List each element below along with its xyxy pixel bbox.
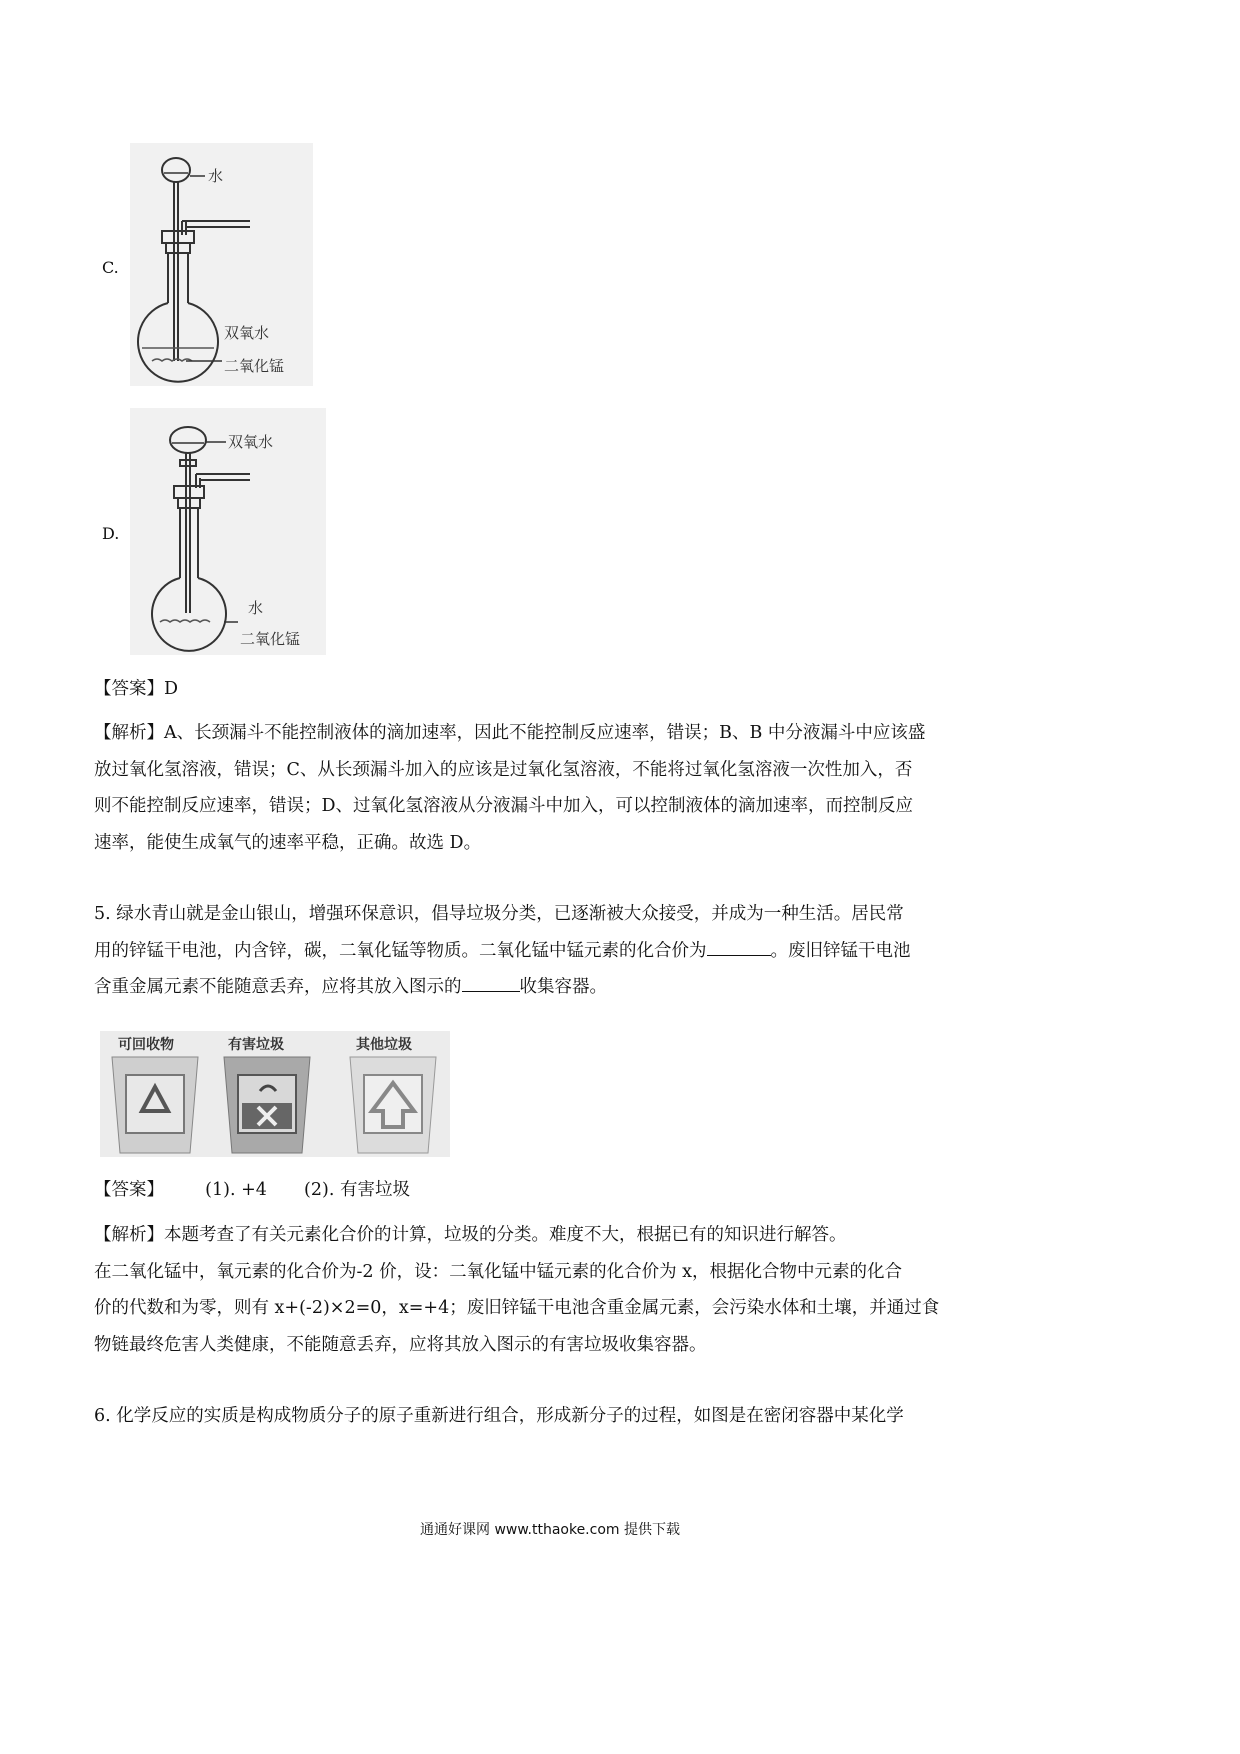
q4-analysis-line: 则不能控制反应速率，错误；D、过氧化氢溶液从分液漏斗中加入，可以控制液体的滴加速率，而控制反应 <box>94 796 914 816</box>
q5-answer-tag: 【答案】 <box>94 1180 164 1200</box>
q5-analysis-line: 本题考查了有关元素化合价的计算，垃圾的分类。难度不大，根据已有的知识进行解答。 <box>164 1225 847 1245</box>
option-d-label: D. <box>102 524 120 543</box>
bin-label-hazardous: 有害垃圾 <box>228 1037 284 1053</box>
q5-answer-part1: (1). +4 <box>205 1180 267 1200</box>
option-c-label: C. <box>102 258 119 277</box>
q5-answer <box>94 1172 1014 1209</box>
q4-analysis-tag: 【解析】 <box>94 723 164 743</box>
q5-line: 。废旧锌锰干电池 <box>770 940 911 961</box>
bin-label-other: 其他垃圾 <box>356 1037 412 1053</box>
q5-line: 含重金属元素不能随意丢弃，应将其放入图示的 <box>94 977 462 997</box>
q5-answer-part2: (2). 有害垃圾 <box>304 1180 410 1200</box>
q6-line: 6. 化学反应的实质是构成物质分子的原子重新进行组合，形成新分子的过程，如图是在密闭容器中某化学 <box>94 1406 904 1426</box>
q4-answer-value: D <box>164 679 179 699</box>
option-d-label-water: 水 <box>248 599 264 617</box>
q5-analysis <box>94 1217 1014 1363</box>
q5-line: 收集容器。 <box>519 977 607 997</box>
option-d-label-mno2: 二氧化锰 <box>240 630 301 648</box>
option-d-label-peroxide: 双氧水 <box>228 433 274 451</box>
bin-label-recyclable: 可回收物 <box>118 1037 174 1053</box>
q5-analysis-line: 物链最终危害人类健康，不能随意丢弃，应将其放入图示的有害垃圾收集容器。 <box>94 1334 707 1355</box>
option-d-apparatus-figure <box>130 408 326 655</box>
waste-bins-figure <box>100 1031 450 1157</box>
q5-line: 用的锌锰干电池，内含锌，碳，二氧化锰等物质。二氧化锰中锰元素的化合价为 <box>94 940 707 961</box>
answer-blank-1[interactable] <box>707 937 771 956</box>
option-c-label-peroxide: 双氧水 <box>224 324 270 342</box>
footer-source: 通通好课网 www.tthaoke.com 提供下载 <box>420 1522 680 1538</box>
q5-question <box>94 896 1014 1006</box>
q5-analysis-line: 价的代数和为零，则有 x+(-2)×2=0，x=+4；废旧锌锰干电池含重金属元素，会污染水体和土壤，并通过食 <box>94 1298 940 1318</box>
q5-analysis-line: 在二氧化锰中，氧元素的化合价为-2 价，设：二氧化锰中锰元素的化合价为 x，根据化合物中元素的化合 <box>94 1261 903 1282</box>
option-c-label-water: 水 <box>208 167 224 185</box>
q5-analysis-tag: 【解析】 <box>94 1225 164 1245</box>
q4-analysis-line: 速率，能使生成氧气的速率平稳，正确。故选 D。 <box>94 832 482 853</box>
q4-answer-tag: 【答案】 <box>94 679 164 699</box>
q4-analysis-line: 放过氧化氢溶液，错误；C、从长颈漏斗加入的应该是过氧化氢溶液，不能将过氧化氢溶液一次性加入，否 <box>94 759 913 780</box>
q5-line: 5. 绿水青山就是金山银山，增强环保意识，倡导垃圾分类，已逐渐被大众接受，并成为一种生活。居民常 <box>94 904 904 924</box>
option-c-label-mno2: 二氧化锰 <box>224 357 285 375</box>
answer-blank-2[interactable] <box>462 973 520 992</box>
q4-answer <box>94 671 1014 708</box>
q4-analysis-line: A、长颈漏斗不能控制液体的滴加速率，因此不能控制反应速率，错误；B、B 中分液漏斗中应该盛 <box>164 723 926 743</box>
q6-question <box>94 1398 1014 1435</box>
option-c-apparatus-figure <box>130 143 313 386</box>
q4-analysis <box>94 715 1014 861</box>
